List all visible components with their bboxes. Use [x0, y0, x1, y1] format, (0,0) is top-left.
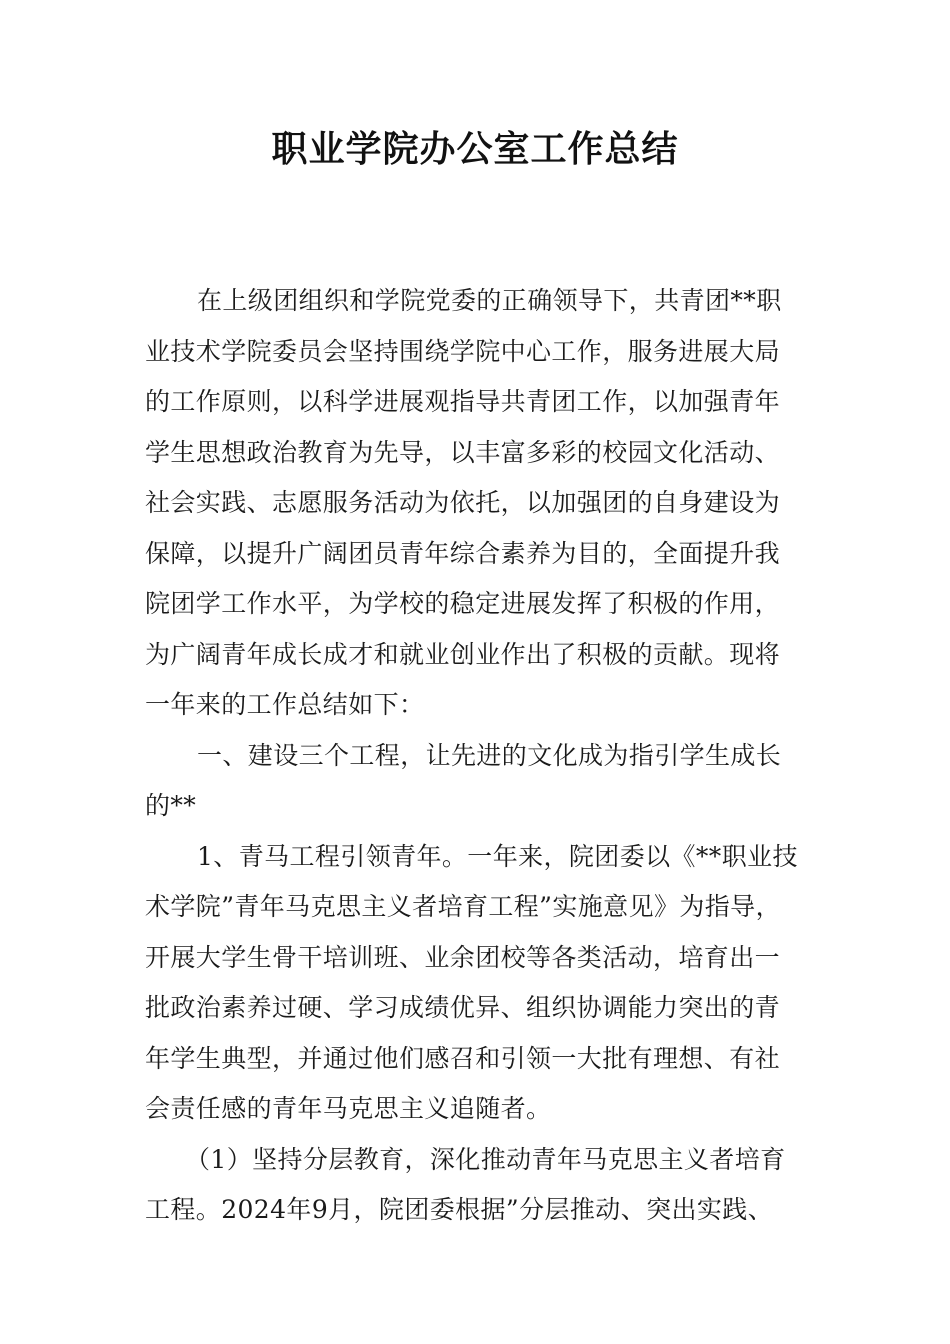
paragraph-line: 保障，以提升广阔团员青年综合素养为目的，全面提升我 — [145, 538, 781, 568]
paragraph-line: 社会实践、志愿服务活动为依托，以加强团的自身建设为 — [145, 488, 781, 517]
document-title: 职业学院办公室工作总结 — [271, 129, 679, 170]
paragraph-line: 为广阔青年成长成才和就业创业作出了积极的贡献。现将 — [145, 639, 781, 669]
paragraph-line: （1）坚持分层教育，深化推动青年马克思主义者培育 — [185, 1144, 786, 1174]
paragraph-line: 业技术学院委员会坚持围绕学院中心工作，服务进展大局 — [145, 336, 781, 366]
paragraph-line: 会责任感的青年马克思主义追随者。 — [145, 1094, 552, 1123]
paragraph-line: 1、青马工程引领青年。一年来，院团委以《**职业技 — [197, 841, 798, 871]
paragraph-line: 年学生典型，并通过他们感召和引领一大批有理想、有社 — [145, 1043, 781, 1073]
paragraph-line: 院团学工作水平，为学校的稳定进展发挥了积极的作用， — [145, 589, 781, 618]
section-heading-line: 一、建设三个工程，让先进的文化成为指引学生成长 — [197, 740, 782, 770]
paragraph-line: 批政治素养过硬、学习成绩优异、组织协调能力突出的青 — [145, 993, 781, 1022]
paragraph-line: 在上级团组织和学院党委的正确领导下，共青团**职 — [197, 286, 782, 315]
document-body — [145, 276, 817, 1236]
section-heading-line: 的** — [145, 791, 197, 820]
paragraph-line: 的工作原则，以科学进展观指导共青团工作，以加强青年 — [145, 387, 781, 416]
paragraph-line: 术学院”青年马克思主义者培育工程”实施意见》为指导， — [145, 892, 781, 921]
paragraph-line: 开展大学生骨干培训班、业余团校等各类活动，培育出一 — [145, 942, 781, 972]
paragraph-line: 工程。2024年9月，院团委根据”分层推动、突出实践、 — [145, 1195, 774, 1224]
paragraph-line: 一年来的工作总结如下： — [145, 690, 425, 719]
paragraph-line: 学生思想政治教育为先导，以丰富多彩的校园文化活动、 — [145, 437, 781, 467]
